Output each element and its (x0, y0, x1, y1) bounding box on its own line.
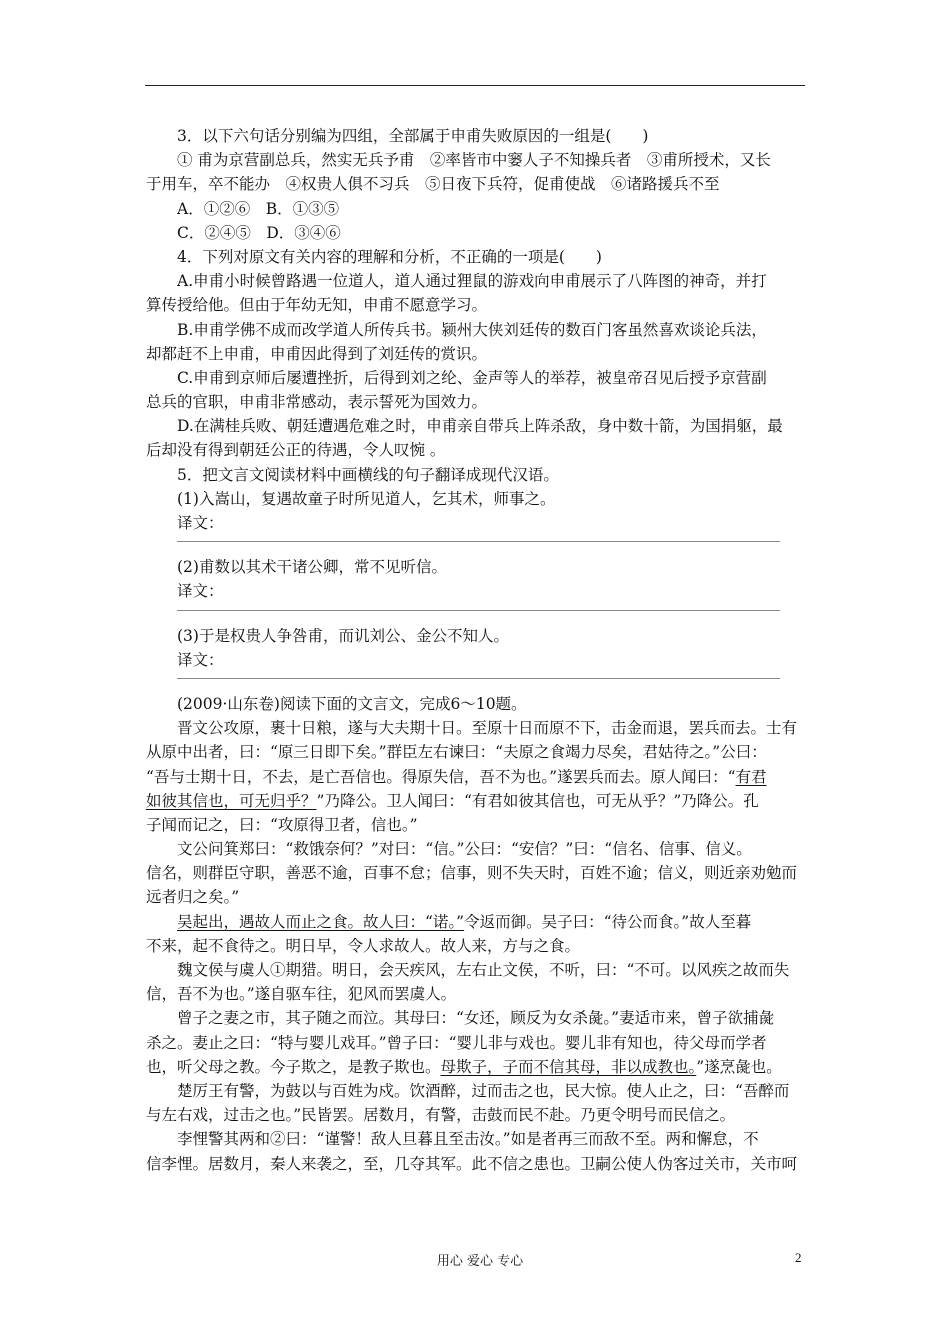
passage-text: “吾与士期十日，不去，是亡吾信也。得原失信，吾不为也。”遂罢兵而去。原人闻曰：“ (146, 767, 736, 786)
passage-p6-line-1: 楚厉王有警，为鼓以与百姓为戍。饮酒醉，过而击之也，民大惊。使人止之，曰：“吾醉而 (177, 1081, 790, 1100)
passage-text: ”乃降公。卫人闻曰：“有君如彼其信也，可无从乎？”乃降公。孔 (316, 791, 759, 810)
passage-intro: (2009·山东卷)阅读下面的文言文，完成6～10题。 (177, 694, 527, 713)
answer-line-2[interactable] (177, 604, 812, 616)
passage-text: 也，听父母之教。今子欺之，是教子欺也。 (146, 1057, 441, 1076)
passage-p1-line-2: 从原中出者，曰：“原三日即下矣。”群臣左右谏曰：“夫原之食竭力尽矣，君姑待之。”公曰： (146, 743, 767, 762)
answer-line-1[interactable] (177, 535, 812, 547)
passage-p1-line-4 (146, 789, 812, 813)
q3-items-line-1: ① 甫为京营副总兵，然实无兵予甫 ②率皆市中窭人子不知操兵者 ③甫所授术，又长 (177, 151, 771, 170)
q4-option-b-line-1: B.申甫学佛不成而改学道人所传兵书。颍州大侠刘廷传的数百门客虽然喜欢谈论兵法， (177, 320, 767, 339)
passage-p5-line-1: 曾子之妻之市，其子随之而泣。其母曰：“女还，顾反为女杀彘。”妻适市来，曾子欲捕彘 (177, 1009, 775, 1028)
passage-p5-line-2: 杀之。妻止之曰：“特与婴儿戏耳。”曾子曰：“婴儿非与戏也。婴儿非有知也，待父母而学者 (146, 1033, 767, 1052)
passage-p1-line-5: 子闻而记之，曰：“攻原得卫者，信也。” (146, 815, 418, 834)
footer-slogan: 用心 爱心 专心 (436, 1254, 524, 1269)
q5-answer-label-3: 译文： (177, 650, 224, 669)
q5-stem: 5．把文言文阅读材料中画横线的句子翻译成现代汉语。 (177, 465, 559, 484)
page-number: 2 (795, 1250, 802, 1265)
q3-items-line-2: 于用车，卒不能办 ④权贵人俱不习兵 ⑤日夜下兵符，促甫使战 ⑥诸路援兵不至 (146, 175, 720, 194)
passage-p3-line-1 (177, 910, 812, 934)
underlined-sentence: 有君 (735, 767, 767, 786)
q3-stem: 3．以下六句话分别编为四组，全部属于申甫失败原因的一组是( ) (177, 127, 649, 145)
q5-answer-label-1: 译文： (177, 514, 224, 532)
q4-option-a-line-1: A.申甫小时候曾路遇一位道人，道人通过狸鼠的游戏向申甫展示了八阵图的神奇，并打 (177, 272, 767, 291)
q4-stem: 4．下列对原文有关内容的理解和分析，不正确的一项是( ) (177, 247, 602, 266)
underlined-sentence: 如彼其信也，可无归乎？ (146, 791, 317, 810)
passage-p7-line-1: 李悝警其两和②曰：“谨警！敌人旦暮且至击汝。”如是者再三而敌不至。两和懈怠，不 (177, 1130, 759, 1149)
passage-p2-line-1: 文公问箕郑曰：“救饿奈何？”对曰：“信。”公曰：“安信？”曰：“信名、信事、信义。 (177, 840, 752, 859)
passage-p2-line-2: 信名，则群臣守职，善恶不逾，百事不怠；信事，则不失天时，百姓不逾；信义，则近亲劝勉而 (146, 864, 798, 883)
passage-p4-line-1: 魏文侯与虞人①期猎。明日，会天疾风，左右止文侯，不听，曰：“不可。以风疾之故而失 (177, 961, 790, 979)
passage-p1-line-1: 晋文公攻原，裹十日粮，遂与大夫期十日。至原十日而原不下，击金而退，罢兵而去。士有 (177, 719, 798, 738)
passage-p1-line-3 (146, 765, 812, 789)
q4-option-b-line-2: 却都赶不上申甫，申甫因此得到了刘廷传的赏识。 (146, 344, 488, 363)
page-content (146, 124, 812, 1176)
passage-p6-line-2: 与左右戏，过击之也。”民皆罢。居数月，有警，击鼓而民不赴。乃更令明号而民信之。 (146, 1106, 736, 1125)
q5-sentence-1: (1)入嵩山，复遇故童子时所见道人，乞其术，师事之。 (177, 489, 556, 508)
q3-options-line-2: C．②④⑤ D．③④⑥ (177, 223, 341, 242)
q4-option-c-line-1: C.申甫到京师后屡遭挫折，后得到刘之纶、金声等人的举荐，被皇帝召见后授予京营副 (177, 368, 767, 387)
underlined-sentence: 吴起出，遇故人而止之食。故人曰：“诺。” (177, 912, 465, 931)
q4-option-a-line-2: 算传授给他。但由于年幼无知，申甫不愿意学习。 (146, 296, 488, 315)
q4-option-c-line-2: 总兵的官职，申甫非常感动，表示誓死为国效力。 (146, 393, 488, 412)
q3-options-line-1: A．①②⑥ B．①③⑤ (177, 199, 340, 218)
passage-p7-line-2: 信李悝。居数月，秦人来袭之，至，几夺其军。此不信之患也。卫嗣公使人伪客过关市，关市呵 (146, 1154, 798, 1173)
answer-line-3[interactable] (177, 672, 812, 684)
passage-text: 令返而御。吴子曰：“待公而食。”故人至暮 (464, 912, 752, 931)
header-rule (145, 85, 805, 86)
passage-p5-line-3 (146, 1055, 812, 1079)
passage-text: ”遂烹彘也。 (696, 1057, 782, 1076)
q5-sentence-2: (2)甫数以其术干诸公卿，常不见听信。 (177, 558, 447, 577)
q4-option-d-line-1: D.在满桂兵败、朝廷遭遇危难之时，申甫亲自带兵上阵杀敌，身中数十箭，为国捐躯，最 (177, 417, 783, 436)
passage-p4-line-2: 信，吾不为也。”遂自驱车往，犯风而罢虞人。 (146, 985, 457, 1004)
passage-p2-line-3: 远者归之矣。” (146, 888, 240, 907)
q4-option-d-line-2: 后却没有得到朝廷公正的待遇，令人叹惋 。 (146, 441, 446, 460)
q5-answer-label-2: 译文： (177, 582, 224, 601)
underlined-sentence: 母欺子，子而不信其母，非以成教也。 (440, 1057, 697, 1076)
passage-p3-line-2: 不来，起不食待之。明日早，令人求故人。故人来，方与之食。 (146, 936, 581, 955)
q5-sentence-3: (3)于是权贵人争咎甫，而讥刘公、金公不知人。 (177, 626, 509, 645)
